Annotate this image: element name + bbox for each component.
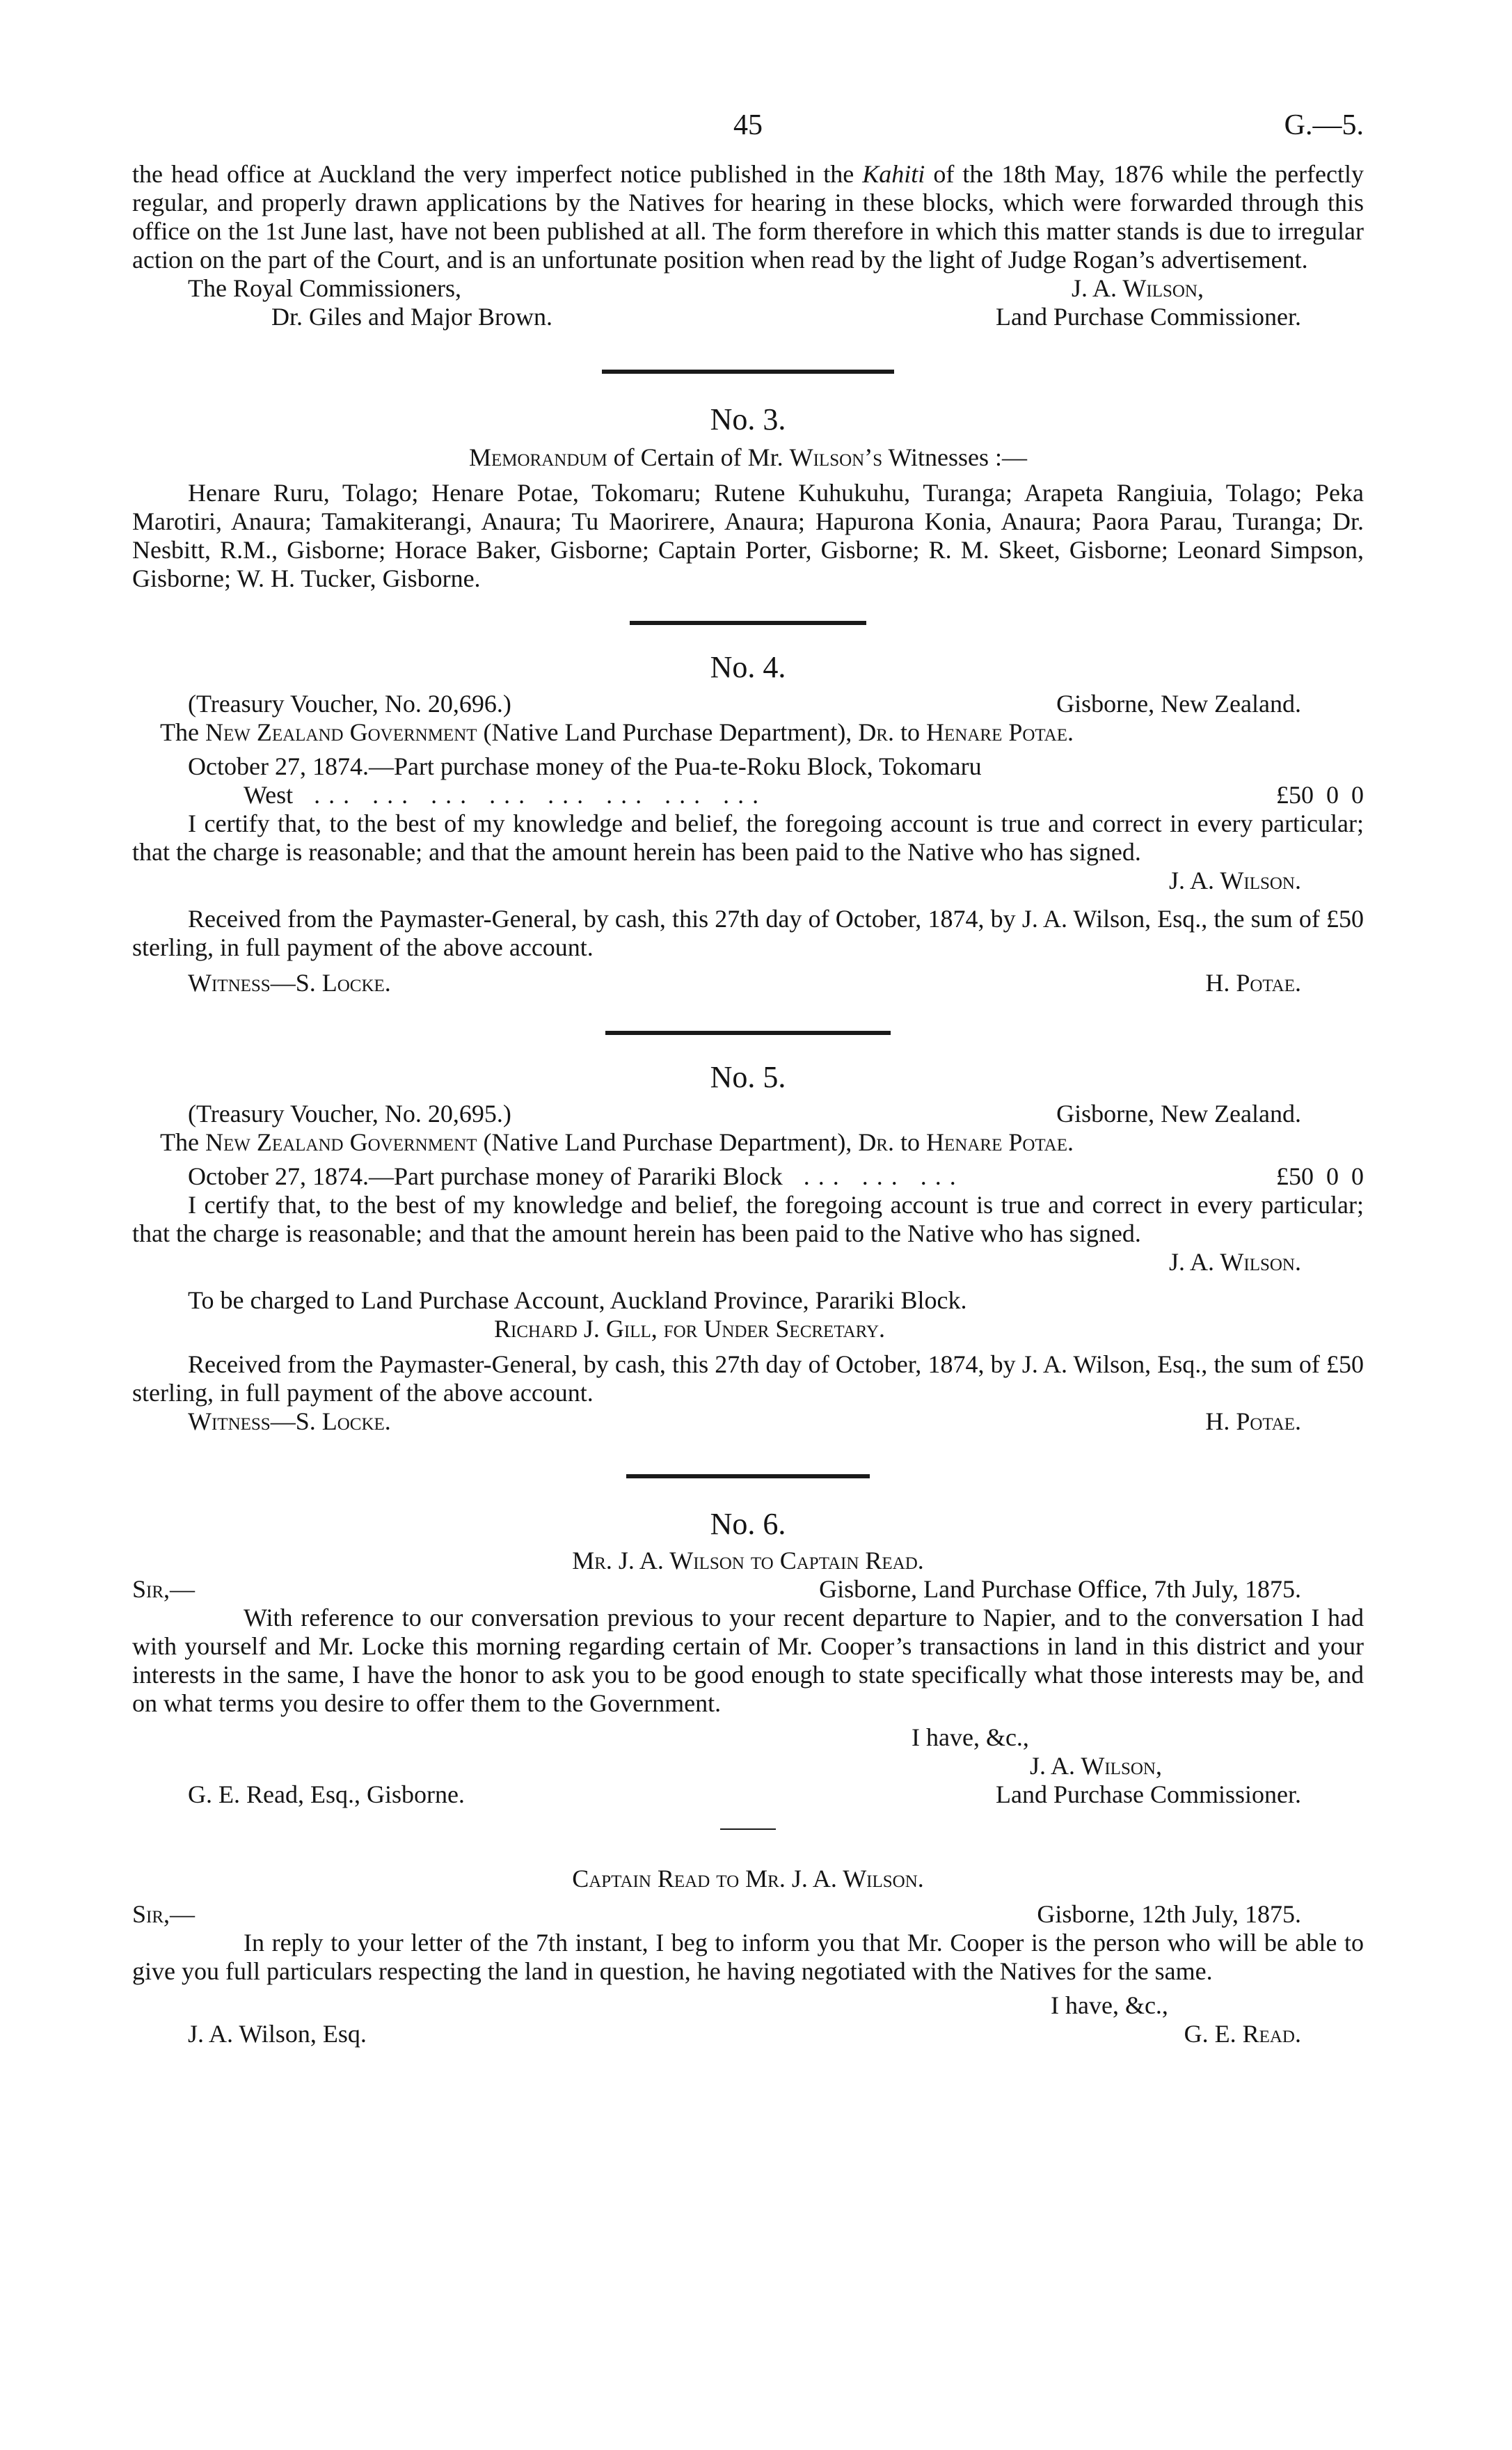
letter-1-signer-name: J. A. Wilson, <box>1030 1752 1162 1780</box>
receipt-text: Received from the Paymaster-General, by cash, this 27th day of October, 1874, by J. A. Wilson, Esq., the sum of £50 sterling, in full payment of the above account. <box>132 905 1364 961</box>
letter-1-closing: I have, &c., <box>912 1723 1029 1751</box>
section-title: No. 4. <box>710 650 786 684</box>
witness-list: Henare Ruru, Tolago; Henare Potae, Tokomaru; Rutene Kuhukuhu, Turanga; Arapeta Rangiuia, Tolago; Peka Marotiri, Anaura; Tamakiterangi, Anaura; Tu Maorirere, Anaura; Hapurona Konia, Anaura; Paora Parau, Turanga; Dr. Nesbitt, R.M., Gisborne; Horace Baker, Gisborne; Captain Porter, Gisborne; R. M. Skeet, Gisborne; Leonard Simpson, Gisborne; W. H. Tucker, Gisborne. <box>132 479 1364 592</box>
letter-2-signer-name: G. E. Read. <box>1184 2020 1301 2048</box>
intro-signature-row-2 <box>132 303 1364 331</box>
voucher-place: Gisborne, New Zealand. <box>1056 690 1301 718</box>
dateline: Gisborne, 12th July, 1875. <box>1037 1900 1301 1928</box>
witness-name: Witness—S. Locke. <box>188 969 391 997</box>
letter-2-addressee-row <box>132 2020 1364 2048</box>
letter-2-heading: Captain Read to Mr. J. A. Wilson. <box>572 1865 924 1892</box>
voucher-number: (Treasury Voucher, No. 20,695.) <box>188 1100 511 1128</box>
witness-row <box>132 969 1364 997</box>
item-line-2: West ... ... ... ... ... ... ... ... £50 0 0 <box>244 781 1364 809</box>
charge-signature: Richard J. Gill, for Under Secretary. <box>494 1315 885 1343</box>
witness-name: Witness—S. Locke. <box>188 1407 391 1435</box>
intro-section <box>132 160 1364 331</box>
dateline: Gisborne, Land Purchase Office, 7th July, 1875. <box>819 1575 1301 1603</box>
certify-signer: J. A. Wilson. <box>1169 867 1301 894</box>
item-line-1: October 27, 1874.—Part purchase money of Parariki Block ... ... ... £50 0 0 <box>188 1162 1364 1190</box>
letter-2-addressee: J. A. Wilson, Esq. <box>188 2020 367 2048</box>
intro-paragraph: the head office at Auckland the very imperfect notice published in the Kahiti of the 18th May, 1876 while the perfectly regular, and properly drawn applications by the Natives for hearing in these blocks, which were forwarded through this office on the 1st June last, have not been published at all. The form therefore in which this matter stands is due to irregular action on the part of the Court, and is an unfortunate position when read by the light of Judge Rogan’s advertisement. <box>132 160 1364 274</box>
account-line: The New Zealand Government (Native Land Purchase Department), Dr. to Henare Potae. <box>160 718 1074 746</box>
witness-row <box>132 1407 1364 1436</box>
page-header <box>132 111 1364 160</box>
charge-instruction: To be charged to Land Purchase Account, Auckland Province, Parariki Block. <box>188 1286 967 1314</box>
letter-2-dateline-row <box>132 1900 1364 1929</box>
section-no-4 <box>132 650 1364 997</box>
section-title: No. 6. <box>710 1507 786 1541</box>
receipt-text: Received from the Paymaster-General, by cash, this 27th day of October, 1874, by J. A. Wilson, Esq., the sum of £50 sterling, in full payment of the above account. <box>132 1350 1364 1407</box>
section-title: No. 3. <box>710 402 786 436</box>
voucher-row <box>132 1100 1364 1128</box>
letter-2-closing: I have, &c., <box>1051 1991 1168 2019</box>
payee-signature: H. Potae. <box>1205 969 1301 997</box>
page-number: 45 <box>733 109 763 141</box>
section-no-5 <box>132 1060 1364 1436</box>
certification: I certify that, to the best of my knowledge and belief, the foregoing account is true and correct in every particular; that the charge is reasonable; and that the amount herein has been paid to the Native who has signed. <box>132 809 1364 866</box>
letter-1-heading: Mr. J. A. Wilson to Captain Read. <box>572 1547 924 1574</box>
leader-dots: ... ... ... ... ... ... ... ... <box>314 781 767 809</box>
letter-1-addressee-row <box>132 1780 1364 1809</box>
certification: I certify that, to the best of my knowledge and belief, the foregoing account is true and correct in every particular; that the charge is reasonable; and that the amount herein has been paid to the Native who has signed. <box>132 1191 1364 1247</box>
item-line-1: October 27, 1874.—Part purchase money of the Pua-te-Roku Block, Tokomaru <box>188 752 982 780</box>
section-no-6 <box>132 1507 1364 2048</box>
item-amount: £50 0 0 <box>1276 1162 1364 1190</box>
section-title: No. 5. <box>710 1060 786 1094</box>
letter-1-addressee: G. E. Read, Esq., Gisborne. <box>188 1780 465 1808</box>
addressee-line-1: The Royal Commissioners, <box>188 274 461 302</box>
salutation: Sir,— <box>132 1900 196 1928</box>
item-amount: £50 0 0 <box>1276 781 1364 809</box>
voucher-place: Gisborne, New Zealand. <box>1056 1100 1301 1128</box>
payee-signature: H. Potae. <box>1205 1407 1301 1435</box>
letter-1-dateline-row <box>132 1575 1364 1604</box>
leader-dots: ... ... ... <box>803 1162 964 1190</box>
letter-1-signer-title: Land Purchase Commissioner. <box>996 1780 1301 1808</box>
signer-name: J. A. Wilson, <box>1072 274 1204 302</box>
addressee-line-2: Dr. Giles and Major Brown. <box>271 303 552 331</box>
certify-signer: J. A. Wilson. <box>1169 1248 1301 1276</box>
letter-1-body: With reference to our conversation previous to your recent departure to Napier, and to the conversation I had with yourself and Mr. Locke this morning regarding certain of Mr. Cooper’s transactions in land in this district and your interests in the same, I have the honor to ask you to be good enough to state specifically what those interests may be, and on what terms you desire to offer them to the Government. <box>132 1604 1364 1717</box>
signer-title: Land Purchase Commissioner. <box>996 303 1301 331</box>
memorandum-heading: Memorandum of Certain of Mr. Wilson’s Witnesses :— <box>468 443 1027 471</box>
voucher-number: (Treasury Voucher, No. 20,696.) <box>188 690 511 718</box>
document-page <box>132 111 1364 2048</box>
letter-2-body: In reply to your letter of the 7th instant, I beg to inform you that Mr. Cooper is the person who will be able to give you full particulars respecting the land in question, he having negotiated with the Natives for the same. <box>132 1929 1364 1985</box>
voucher-row <box>132 690 1364 718</box>
section-no-3 <box>132 402 1364 593</box>
salutation: Sir,— <box>132 1575 196 1603</box>
intro-signature-row-1 <box>132 274 1364 303</box>
sheet-reference: G.—5. <box>1284 109 1364 141</box>
kahiti-word: Kahiti <box>862 160 925 188</box>
account-line: The New Zealand Government (Native Land Purchase Department), Dr. to Henare Potae. <box>160 1128 1074 1156</box>
